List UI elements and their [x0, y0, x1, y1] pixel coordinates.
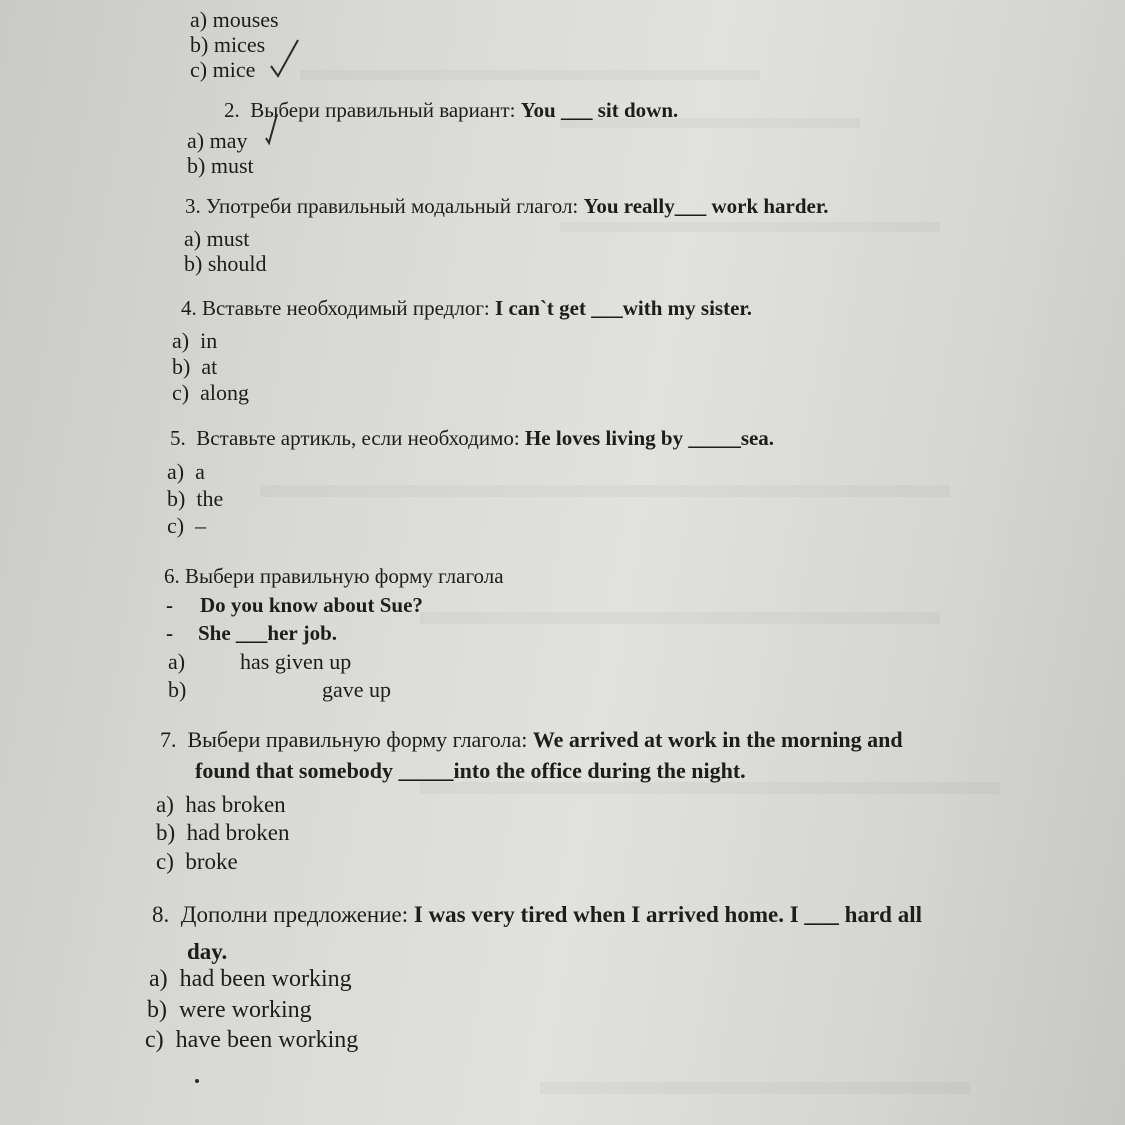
bleed-through-mark [420, 612, 940, 624]
q5-option-b: b) the [167, 486, 224, 511]
q2-question: 2. Выбери правильный вариант: You ___ sit down. [224, 98, 679, 122]
q6-dialogue-line: She ___her job. [198, 621, 338, 645]
q2-option-b: b) must [187, 153, 254, 178]
q5-option-c: c) – [167, 513, 207, 538]
q8-question: 8. Дополни предложение: I was very tired when I arrived home. I ___ hard all [152, 902, 922, 927]
q4-option-a: a) in [172, 328, 218, 353]
q4-option-c: c) along [172, 380, 249, 405]
q1-option-b: b) mices [190, 32, 266, 57]
handwritten-check-icon [264, 112, 280, 146]
q3-option-b: b) should [184, 251, 267, 276]
q1-option-a: a) mouses [190, 7, 279, 32]
bleed-through-mark [560, 222, 940, 232]
q7-question-continued: found that somebody _____into the office during the night. [195, 758, 746, 783]
q2-option-a: a) may [187, 128, 248, 153]
bleed-through-mark [260, 485, 950, 497]
q7-question: 7. Выбери правильную форму глагола: We arrived at work in the morning and [160, 727, 903, 752]
q6-option-a-letter: a) [168, 649, 186, 674]
q6-dialogue-dash: - [166, 593, 173, 617]
q5-option-a: a) a [167, 459, 205, 484]
handwritten-check-icon [268, 38, 302, 80]
q7-option-b: b) had broken [156, 820, 290, 845]
q7-option-c: c) broke [156, 849, 238, 874]
q5-question: 5. Вставьте артикль, если необходимо: He loves living by _____sea. [170, 426, 775, 450]
q6-dialogue-line: Do you know about Sue? [200, 593, 423, 617]
q6-option-b: gave up [322, 677, 392, 702]
q3-option-a: a) must [184, 226, 250, 251]
stray-mark [195, 1079, 199, 1083]
bleed-through-mark [420, 782, 1000, 794]
q4-question: 4. Вставьте необходимый предлог: I can`t get ___with my sister. [181, 296, 753, 320]
q8-option-b: b) were working [147, 997, 312, 1023]
q8-option-a: a) had been working [149, 966, 352, 992]
bleed-through-mark [540, 1082, 970, 1094]
q8-option-c: c) have been working [145, 1027, 359, 1053]
q6-question: 6. Выбери правильную форму глагола [164, 564, 504, 588]
q4-option-b: b) at [172, 354, 218, 379]
bleed-through-mark [300, 70, 760, 80]
q1-option-c: c) mice [190, 57, 256, 82]
q8-question-continued: day. [187, 939, 228, 964]
q7-option-a: a) has broken [156, 792, 286, 817]
q6-dialogue-dash: - [166, 621, 173, 645]
q6-option-a: has given up [240, 649, 352, 674]
q3-question: 3. Употреби правильный модальный глагол: You really___ work harder. [185, 194, 829, 218]
q6-option-b-letter: b) [168, 677, 187, 702]
